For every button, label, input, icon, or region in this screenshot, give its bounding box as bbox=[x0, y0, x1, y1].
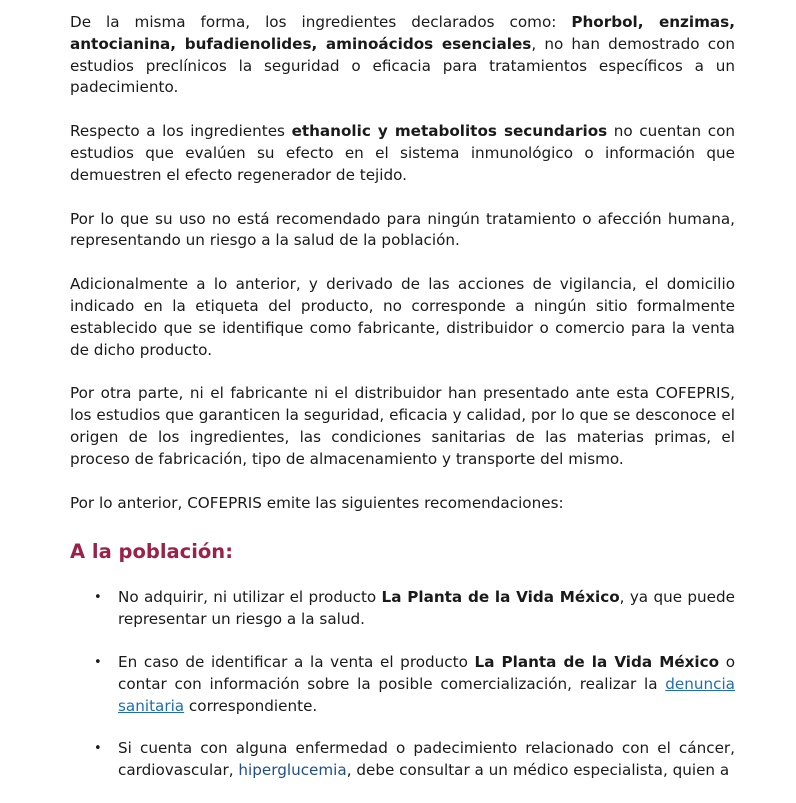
paragraph-text: Respecto a los ingredientes bbox=[70, 122, 292, 141]
bullet-icon: • bbox=[94, 654, 102, 670]
list-item bbox=[70, 738, 735, 782]
bullet-icon: • bbox=[94, 590, 102, 606]
list-item-text: correspondiente. bbox=[184, 696, 318, 715]
list-item-text: , debe consultar a un médico especialista, quien a bbox=[346, 761, 730, 780]
bullet-icon: • bbox=[94, 741, 102, 757]
paragraph-text: De la misma forma, los ingredientes declarados como: bbox=[70, 13, 572, 31]
list-item-text: o contar con información sobre la posible comercialización, realizar la bbox=[118, 652, 735, 693]
list-item-text: Si cuenta con alguna enfermedad o padecimiento relacionado con el cáncer, cardiovascular, bbox=[118, 739, 735, 780]
denuncia-sanitaria-link[interactable]: denuncia sanitaria bbox=[118, 674, 735, 715]
product-name: La Planta de la Vida México bbox=[474, 652, 720, 671]
paragraph-recommendations-intro: Por lo anterior, COFEPRIS emite las siguientes recomendaciones: bbox=[70, 493, 564, 512]
paragraph-text: no cuentan con estudios que evalúen su efecto en el sistema inmunológico o información que demuestren el efecto regenerador de tejido. bbox=[70, 122, 735, 184]
list-item-text: , ya que puede representar un riesgo a la salud. bbox=[118, 588, 735, 629]
product-name: La Planta de la Vida México bbox=[381, 588, 620, 607]
paragraph-text: , no han demostrado con estudios preclínicos la seguridad o eficacia para tratamientos específicos a un padecimiento. bbox=[70, 34, 735, 97]
list-item bbox=[70, 587, 735, 631]
paragraph-ingredients-declared bbox=[70, 12, 735, 99]
paragraph-address: Adicionalmente a lo anterior, y derivado de las acciones de vigilancia, el domicilio indicado en la etiqueta del producto, no corresponde a ningún sitio formalmente establecido que se identifique como fabricante, distribuidor o comercio para la venta de dicho producto. bbox=[70, 275, 735, 359]
section-heading: A la población: bbox=[70, 540, 233, 564]
term-hiperglucemia: hiperglucemia bbox=[238, 761, 347, 780]
paragraph-studies: Por otra parte, ni el fabricante ni el distribuidor han presentado ante esta COFEPRIS, los estudios que garanticen la seguridad, eficacia y calidad, por lo que se desconoce el origen de los ingredientes, las condiciones sanitarias de las materias primas, el proceso de fabricación, tipo de almacenamiento y transporte del mismo. bbox=[70, 384, 735, 468]
paragraph-ingredients-ethanolic bbox=[70, 121, 735, 186]
list-item bbox=[70, 652, 735, 717]
ingredient-names: ethanolic y metabolitos secundarios bbox=[291, 122, 608, 141]
paragraph-not-recommended: Por lo que su uso no está recomendado para ningún tratamiento o afección humana, representando un riesgo a la salud de la población. bbox=[70, 209, 735, 250]
ingredient-names: Phorbol, enzimas, antocianina, bufadienolides, aminoácidos esenciales bbox=[70, 13, 735, 53]
list-item-text: No adquirir, ni utilizar el producto bbox=[118, 588, 382, 607]
document-page bbox=[70, 12, 735, 803]
list-item-text: En caso de identificar a la venta el producto bbox=[118, 652, 475, 671]
recommendations-list bbox=[70, 587, 735, 782]
